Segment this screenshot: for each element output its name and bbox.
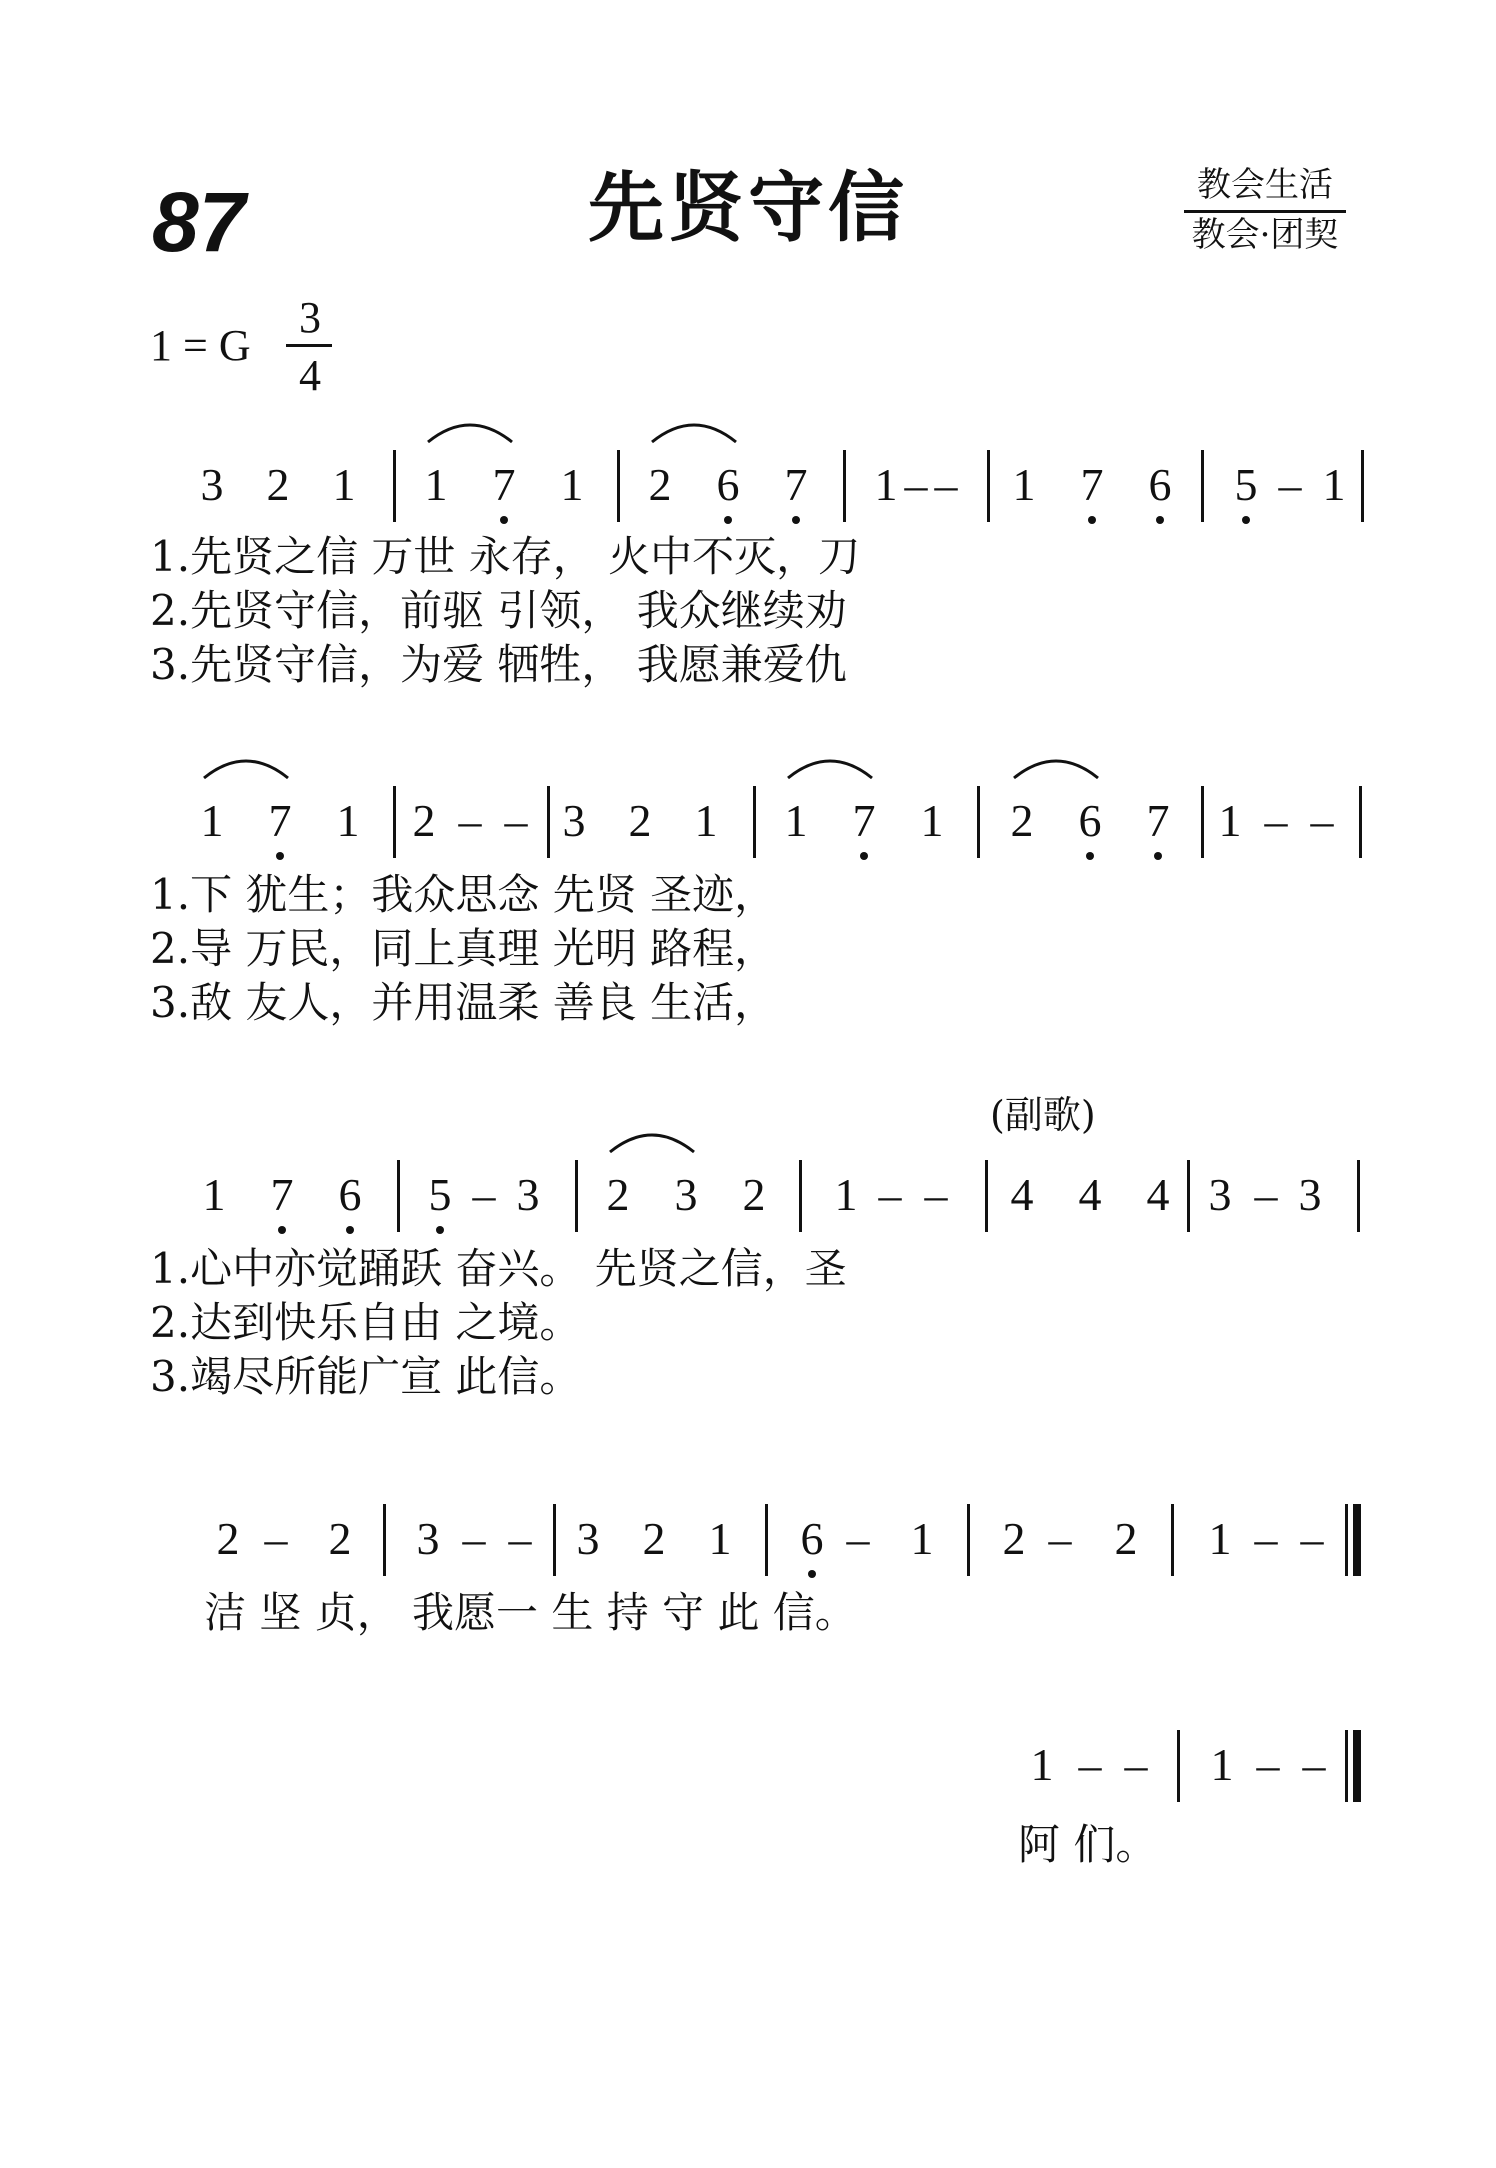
dash: –	[1256, 1739, 1280, 1790]
hymn-title: 先贤守信	[588, 163, 908, 252]
dash: –	[504, 795, 528, 846]
dash: –	[458, 795, 482, 846]
barline	[987, 450, 990, 522]
lyric-line: 1.下 犹生；我众思念 先贤 圣迹，	[150, 870, 777, 919]
subcategory-label: 教会·团契	[1191, 215, 1339, 255]
lower-octave-dot	[436, 1226, 444, 1234]
barline	[1171, 1504, 1174, 1576]
note: 1	[336, 795, 360, 846]
dash: –	[264, 1513, 288, 1564]
barline	[753, 786, 756, 858]
barline	[967, 1504, 970, 1576]
tie-arc	[652, 425, 736, 442]
final-barline	[1353, 1730, 1361, 1802]
dash: –	[1254, 1169, 1278, 1220]
lyric-line: 2.导 万民，同上真理 光明 路程，	[150, 924, 777, 973]
dash: –	[904, 459, 928, 510]
barline	[1201, 450, 1204, 522]
barline	[397, 1160, 400, 1232]
final-barline	[1345, 1730, 1348, 1802]
note: 1	[1322, 459, 1346, 510]
lower-octave-dot	[346, 1226, 354, 1234]
note: 7	[852, 795, 876, 846]
tie-arc	[204, 761, 288, 778]
final-barline	[1353, 1504, 1361, 1576]
lower-octave-dot	[792, 516, 800, 524]
barline	[843, 450, 846, 522]
lyric-line: 3.敌 友人，并用温柔 善良 生活，	[150, 978, 777, 1027]
note: 1	[784, 795, 808, 846]
lower-octave-dot	[724, 516, 732, 524]
note: 1	[332, 459, 356, 510]
note: 2	[1002, 1513, 1026, 1564]
lyric-line: 3.竭尽所能广宣 此信。	[150, 1352, 582, 1401]
note: 2	[642, 1513, 666, 1564]
note: 2	[328, 1513, 352, 1564]
barline	[1187, 1160, 1190, 1232]
dash: –	[924, 1169, 948, 1220]
note: 1	[1030, 1739, 1054, 1790]
note: 7	[784, 459, 808, 510]
barline	[1177, 1730, 1180, 1802]
key-signature: 1 = G	[150, 321, 251, 370]
note: 1	[874, 459, 898, 510]
note: 7	[270, 1169, 294, 1220]
note: 1	[920, 795, 944, 846]
note: 6	[338, 1169, 362, 1220]
note: 6	[716, 459, 740, 510]
note: 1	[202, 1169, 226, 1220]
note: 6	[1148, 459, 1172, 510]
lower-octave-dot	[1086, 852, 1094, 860]
note: 1	[910, 1513, 934, 1564]
lyric-line: 2.先贤守信，前驱 引领， 我众继续劝	[150, 586, 847, 635]
dash: –	[1124, 1739, 1148, 1790]
note: 3	[416, 1513, 440, 1564]
lower-octave-dot	[276, 852, 284, 860]
dash: –	[1264, 795, 1288, 846]
tie-arc	[1014, 761, 1098, 778]
note: 5	[1234, 459, 1258, 510]
lower-octave-dot	[808, 1570, 816, 1578]
dash: –	[1254, 1513, 1278, 1564]
lower-octave-dot	[1156, 516, 1164, 524]
note: 1	[200, 795, 224, 846]
note: 1	[424, 459, 448, 510]
note: 2	[412, 795, 436, 846]
barline	[1357, 1160, 1360, 1232]
barline	[977, 786, 980, 858]
barline	[799, 1160, 802, 1232]
note: 1	[560, 459, 584, 510]
dash: –	[878, 1169, 902, 1220]
lyric-line: 3.先贤守信，为爱 牺牲， 我愿兼爱仇	[150, 640, 847, 689]
note: 1	[694, 795, 718, 846]
barline	[985, 1160, 988, 1232]
time-signature-numerator: 3	[299, 293, 321, 342]
note: 2	[742, 1169, 766, 1220]
note: 2	[1114, 1513, 1138, 1564]
barline	[1201, 786, 1204, 858]
chorus-label: (副歌)	[990, 1093, 1096, 1137]
note: 2	[1010, 795, 1034, 846]
dash: –	[1278, 459, 1302, 510]
barline	[553, 1504, 556, 1576]
barline	[393, 786, 396, 858]
barline	[383, 1504, 386, 1576]
note: 1	[1218, 795, 1242, 846]
category-label: 教会生活	[1197, 165, 1333, 205]
note: 2	[648, 459, 672, 510]
dash: –	[1310, 795, 1334, 846]
lower-octave-dot	[1154, 852, 1162, 860]
barline	[617, 450, 620, 522]
barline	[393, 450, 396, 522]
tie-arc	[610, 1135, 694, 1152]
note: 6	[800, 1513, 824, 1564]
dash: –	[934, 459, 958, 510]
lower-octave-dot	[860, 852, 868, 860]
note: 2	[216, 1513, 240, 1564]
barline	[1361, 450, 1364, 522]
note: 1	[708, 1513, 732, 1564]
note: 1	[1210, 1739, 1234, 1790]
note: 3	[576, 1513, 600, 1564]
note: 1	[1208, 1513, 1232, 1564]
note: 4	[1078, 1169, 1102, 1220]
dash: –	[1078, 1739, 1102, 1790]
lyric-line: 阿 们。	[1018, 1820, 1158, 1869]
final-barline	[1345, 1504, 1348, 1576]
note: 3	[516, 1169, 540, 1220]
time-signature-denominator: 4	[299, 351, 321, 400]
note: 3	[674, 1169, 698, 1220]
note: 3	[1298, 1169, 1322, 1220]
note: 3	[1208, 1169, 1232, 1220]
lyric-line: 1.先贤之信 万世 永存， 火中不灭，刀	[150, 532, 861, 581]
dash: –	[846, 1513, 870, 1564]
lyric-line: 2.达到快乐自由 之境。	[150, 1298, 582, 1347]
note: 2	[606, 1169, 630, 1220]
note: 7	[1080, 459, 1104, 510]
dash: –	[1302, 1739, 1326, 1790]
note: 5	[428, 1169, 452, 1220]
note: 7	[492, 459, 516, 510]
note: 3	[562, 795, 586, 846]
dash: –	[508, 1513, 532, 1564]
note: 4	[1010, 1169, 1034, 1220]
note: 7	[268, 795, 292, 846]
note: 3	[200, 459, 224, 510]
note: 2	[628, 795, 652, 846]
lower-octave-dot	[1242, 516, 1250, 524]
barline	[1359, 786, 1362, 858]
dash: –	[1048, 1513, 1072, 1564]
note: 2	[266, 459, 290, 510]
tie-arc	[788, 761, 872, 778]
barline	[547, 786, 550, 858]
dash: –	[1300, 1513, 1324, 1564]
barline	[765, 1504, 768, 1576]
lyric-line: 1.心中亦觉踊跃 奋兴。 先贤之信，圣	[150, 1244, 847, 1293]
note: 6	[1078, 795, 1102, 846]
note: 7	[1146, 795, 1170, 846]
lower-octave-dot	[1088, 516, 1096, 524]
lyric-line: 洁 坚 贞， 我愿一 生 持 守 此 信。	[204, 1588, 857, 1637]
barline	[575, 1160, 578, 1232]
tie-arc	[428, 425, 512, 442]
lower-octave-dot	[500, 516, 508, 524]
dash: –	[462, 1513, 486, 1564]
note: 4	[1146, 1169, 1170, 1220]
lower-octave-dot	[278, 1226, 286, 1234]
note: 1	[1012, 459, 1036, 510]
dash: –	[472, 1169, 496, 1220]
note: 1	[834, 1169, 858, 1220]
hymn-number: 87	[152, 175, 246, 269]
